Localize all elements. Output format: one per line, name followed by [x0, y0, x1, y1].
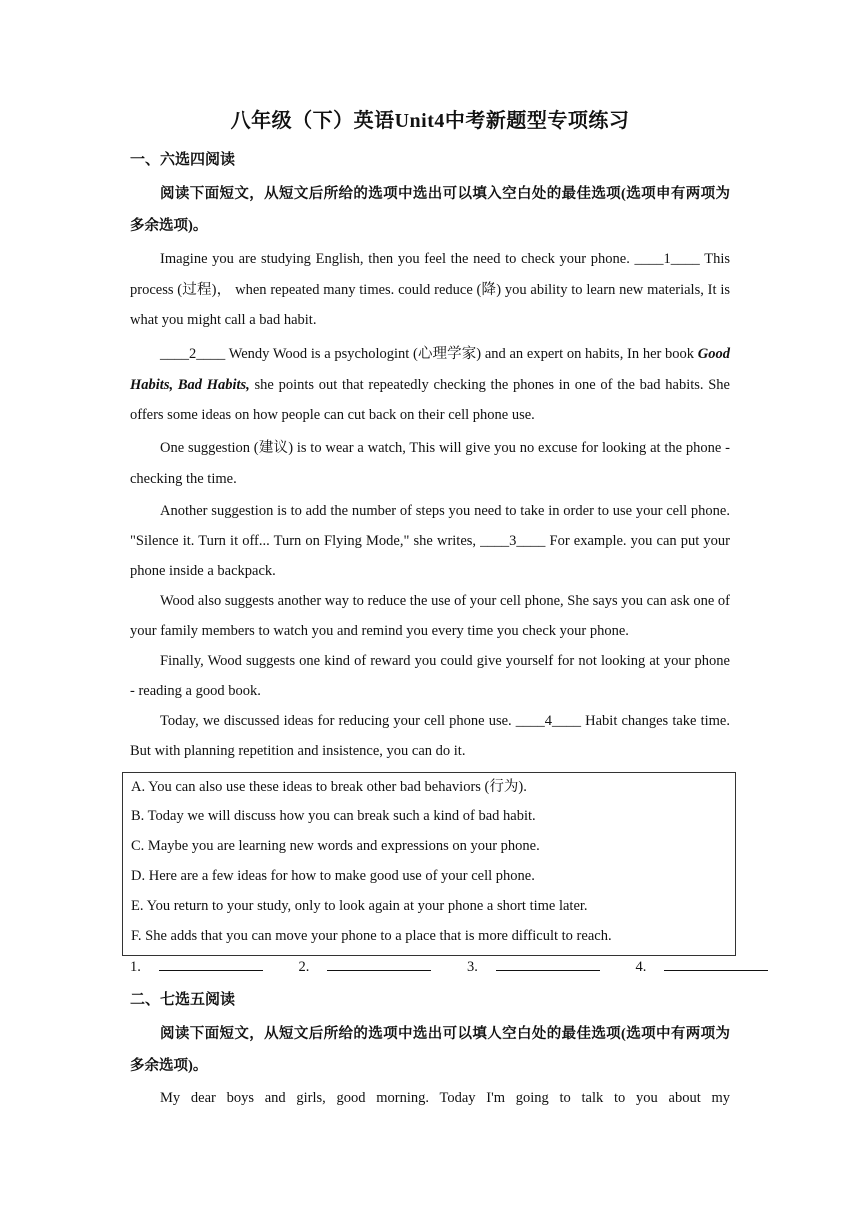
section2-heading: 二、七选五阅读	[130, 992, 236, 1008]
book-title: Good Habits, Bad Habits,	[130, 346, 730, 393]
option-e: E. You return to your study, only to look again at your phone a short time later.	[131, 898, 588, 914]
paragraph-2-rest: she points out that repeatedly checking the phones in one of the bad habits. She offers some ideas on how people can cut back on their cell phone use.	[130, 376, 730, 423]
answer-label-2: 2.	[298, 959, 310, 975]
passage-paragraph-1: Imagine you are studying English, then you feel the need to check your phone. ____1____ This process (过程)， when repeated many times. could reduce (降) you ability to learn new materials, It is what you might call a bad habit.	[130, 251, 730, 328]
answer-blanks	[130, 958, 800, 976]
options-box	[122, 772, 736, 956]
option-b: B. Today we will discuss how you can break such a kind of bad habit.	[131, 808, 536, 824]
answer-label-1: 1.	[130, 959, 141, 975]
paragraph-2-lead: ____2____ Wendy Wood is a psychologint (心理学家) and an expert on habits, In her book	[160, 346, 698, 362]
section1-heading: 一、六选四阅读	[130, 152, 236, 168]
option-f: F. She adds that you can move your phone to a place that is more difficult to reach.	[131, 928, 612, 944]
passage-paragraph-3: One suggestion (建议) is to wear a watch, This will give you no excuse for looking at the phone -checking the time.	[130, 440, 730, 487]
answer-slot-2[interactable]	[299, 959, 448, 975]
section1-instruction: 阅读下面短文，从短文后所给的选项中选出可以填入空白处的最佳选项(选项申有两项为多余选项)。	[130, 186, 730, 234]
answer-label-4: 4.	[635, 959, 647, 975]
section2-paragraph-1: My dear boys and girls, good morning. Today I'm going to talk to you about my	[160, 1090, 730, 1106]
answer-blank-3[interactable]	[496, 958, 600, 971]
answer-slot-3[interactable]	[467, 959, 616, 975]
passage-paragraph-7: Today, we discussed ideas for reducing your cell phone use. ____4____ Habit changes take time. But with planning repetition and insistence, you can do it.	[130, 713, 730, 759]
answer-label-3: 3.	[467, 959, 478, 975]
answer-slot-4[interactable]	[636, 959, 785, 975]
passage-paragraph-4: Another suggestion is to add the number of steps you need to take in order to use your cell phone. "Silence it. Turn it off... Turn on Flying Mode," she writes, ____3____ For example. you can put your phone inside a backpack.	[130, 503, 730, 579]
section2-instruction: 阅读下面短文，从短文后所给的选项中选出可以填人空白处的最佳选项(选项中有两项为多余选项)。	[130, 1026, 730, 1074]
passage-paragraph-2	[130, 339, 730, 431]
option-d: D. Here are a few ideas for how to make good use of your cell phone.	[131, 868, 535, 884]
page-title: 八年级（下）英语Unit4中考新题型专项练习	[230, 110, 630, 132]
passage-paragraph-5: Wood also suggests another way to reduce the use of your cell phone, She says you can ask one of your family members to watch you and remind you every time you check your phone.	[130, 593, 730, 639]
answer-blank-1[interactable]	[159, 958, 263, 971]
answer-slot-1[interactable]	[130, 959, 279, 975]
option-c: C. Maybe you are learning new words and expressions on your phone.	[131, 838, 540, 854]
answer-blank-2[interactable]	[327, 958, 431, 971]
option-a: A. You can also use these ideas to break other bad behaviors (行为).	[131, 779, 527, 795]
passage-paragraph-6: Finally, Wood suggests one kind of reward you could give yourself for not looking at your phone - reading a good book.	[130, 653, 730, 699]
answer-blank-4[interactable]	[664, 958, 768, 971]
